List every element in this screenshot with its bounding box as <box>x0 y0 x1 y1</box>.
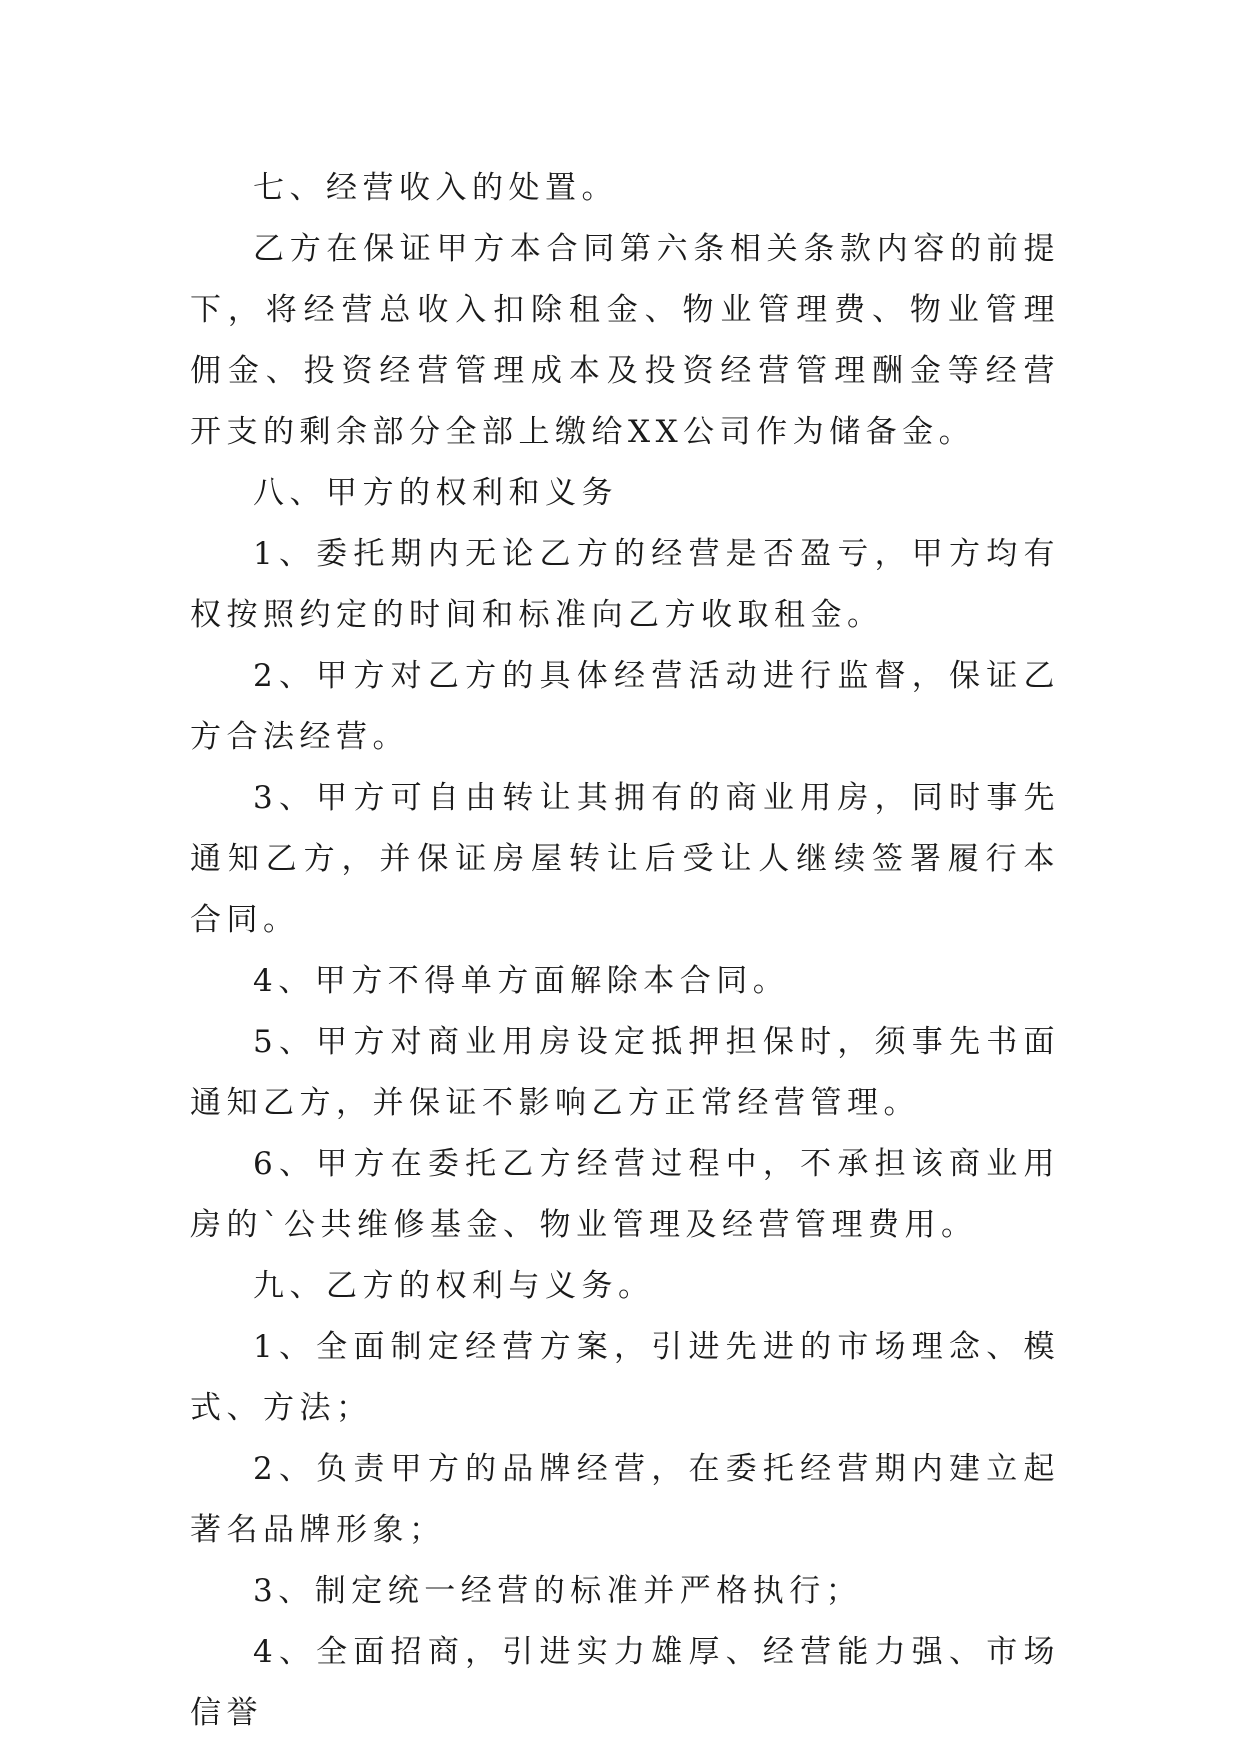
clause-8-1: 1、委托期内无论乙方的经营是否盈亏，甲方均有权按照约定的时间和标准向乙方收取租金。 <box>190 536 1060 633</box>
clause-9-4: 4、全面招商，引进实力雄厚、经营能力强、市场信誉 <box>190 1634 1060 1731</box>
clause-9-2: 2、负责甲方的品牌经营，在委托经营期内建立起著名品牌形象； <box>190 1451 1060 1548</box>
clause-8-5: 5、甲方对商业用房设定抵押担保时，须事先书面通知乙方，并保证不影响乙方正常经营管理。 <box>190 1024 1060 1121</box>
clause-8-2: 2、甲方对乙方的具体经营活动进行监督，保证乙方合法经营。 <box>190 658 1060 755</box>
clause-8-6: 6、甲方在委托乙方经营过程中，不承担该商业用房的`公共维修基金、物业管理及经营管理费用。 <box>190 1146 1060 1243</box>
clause-9-3: 3、制定统一经营的标准并严格执行； <box>253 1573 863 1609</box>
clause-8-3: 3、甲方可自由转让其拥有的商业用房，同时事先通知乙方，并保证房屋转让后受让人继续签署履行本合同。 <box>190 780 1060 938</box>
section-heading-9: 九、乙方的权利与义务。 <box>253 1268 655 1304</box>
document-body <box>190 158 1060 1744</box>
section-heading-8: 八、甲方的权利和义务 <box>253 475 618 511</box>
clause-9-1: 1、全面制定经营方案，引进先进的市场理念、模式、方法； <box>190 1329 1060 1426</box>
paragraph-income-disposal: 乙方在保证甲方本合同第六条相关条款内容的前提下，将经营总收入扣除租金、物业管理费、物业管理佣金、投资经营管理成本及投资经营管理酬金等经营开支的剩余部分全部上缴给XX公司作为储备金。 <box>190 231 1060 450</box>
clause-8-4: 4、甲方不得单方面解除本合同。 <box>253 963 790 999</box>
section-heading-7: 七、经营收入的处置。 <box>253 170 618 206</box>
